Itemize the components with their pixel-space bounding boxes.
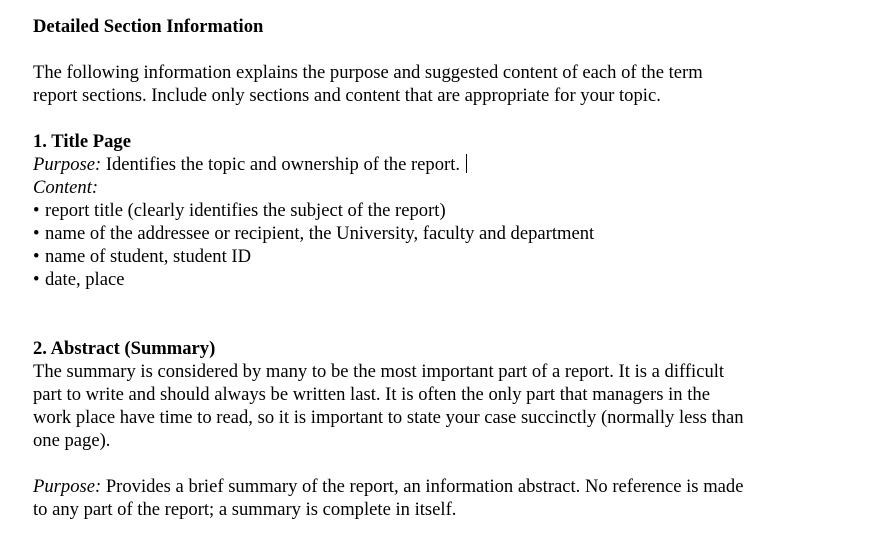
blank-line: [33, 107, 833, 130]
body-line: work place have time to read, so it is important to state your case succinctly (normally less than: [33, 407, 744, 428]
list-item: [33, 245, 833, 268]
list-item: [33, 268, 833, 291]
purpose-line: to any part of the report; a summary is complete in itself.: [33, 499, 457, 520]
purpose-label: Purpose:: [33, 476, 102, 497]
text-cursor: [466, 154, 467, 173]
section-heading-title-page: 1. Title Page: [33, 131, 131, 152]
blank-line: [33, 38, 833, 61]
document-page[interactable]: [33, 15, 833, 521]
body-line: one page).: [33, 430, 111, 451]
list-item-text: name of student, student ID: [45, 246, 252, 267]
list-item-text: name of the addressee or recipient, the University, faculty and department: [45, 223, 595, 244]
intro-line: report sections. Include only sections and content that are appropriate for your topic.: [33, 85, 661, 106]
bullet-glyph: •: [33, 223, 40, 244]
bullet-glyph: •: [33, 269, 40, 290]
purpose-text: Provides a brief summary of the report, an information abstract. No reference is made: [101, 476, 744, 497]
main-heading: Detailed Section Information: [33, 16, 264, 37]
purpose-line: [33, 475, 833, 498]
bullet-glyph: •: [33, 246, 40, 267]
body-line: The summary is considered by many to be the most important part of a report. It is a difficult: [33, 361, 725, 382]
intro-line: The following information explains the purpose and suggested content of each of the term: [33, 62, 703, 83]
purpose-text: Identifies the topic and ownership of the report.: [101, 154, 461, 175]
list-item-text: date, place: [45, 269, 125, 290]
bullet-glyph: •: [33, 200, 40, 221]
list-item-text: report title (clearly identifies the subject of the report): [45, 200, 446, 221]
list-item: [33, 222, 833, 245]
purpose-label: Purpose:: [33, 154, 102, 175]
blank-line: [33, 452, 833, 475]
body-line: part to write and should always be written last. It is often the only part that managers in the: [33, 384, 710, 405]
purpose-line: [33, 153, 833, 176]
content-label: Content:: [33, 177, 99, 198]
list-item: [33, 199, 833, 222]
blank-lines: [33, 291, 833, 337]
section-heading-abstract: 2. Abstract (Summary): [33, 338, 216, 359]
